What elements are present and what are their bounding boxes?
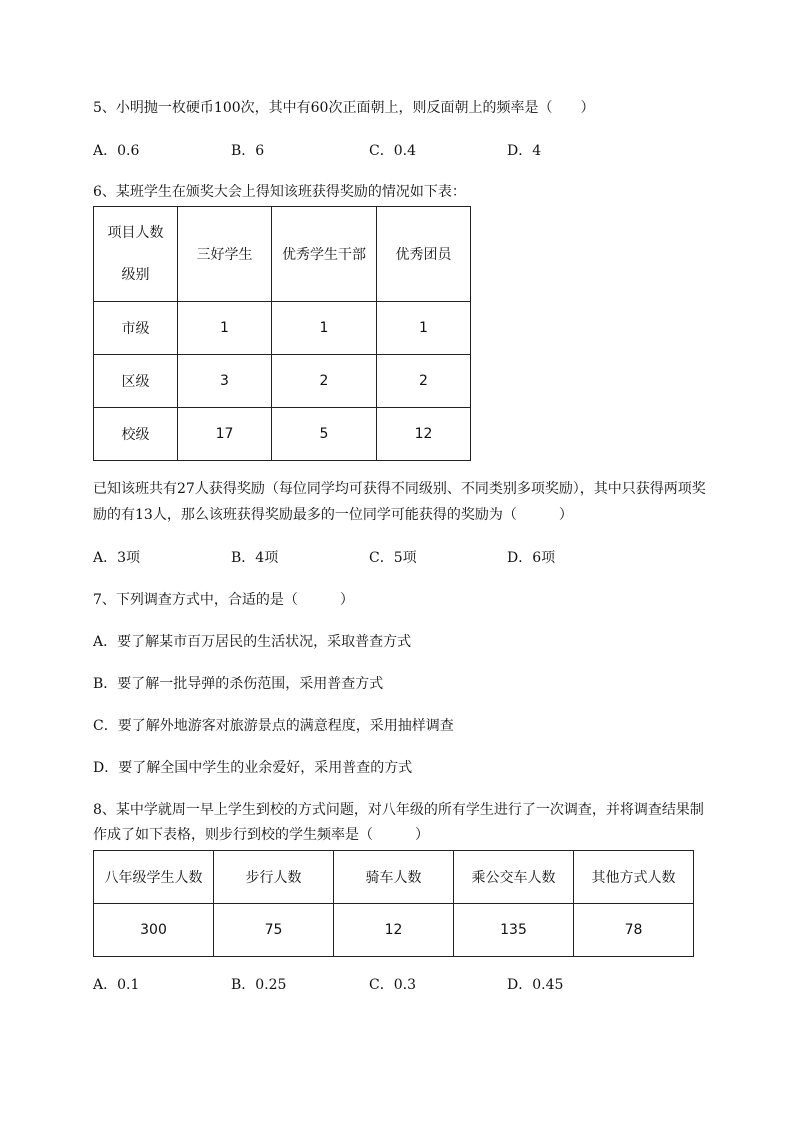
q8-value-cell: 135: [454, 904, 574, 957]
q8-stem-line2: 作成了如下表格，则步行到校的学生频率是（ ）: [93, 827, 429, 843]
q6-stem: 6、某班学生在颁奖大会上得知该班获得奖励的情况如下表：: [93, 184, 466, 200]
q7-stem: 7、下列调查方式中，合适的是（ ）: [93, 592, 354, 608]
q5-stem: 5、小明抛一枚硬币100次，其中有60次正面朝上，则反面朝上的频率是（ ）: [93, 100, 595, 116]
table-row: [94, 408, 471, 461]
q7-option-b: B．要了解一批导弹的杀伤范围，采用普查方式: [93, 676, 384, 692]
q6-option-d: D．6项: [507, 550, 556, 566]
table-row: [94, 355, 471, 408]
q8-option-c: C．0.3: [369, 977, 416, 993]
q6-cell: 17: [178, 408, 272, 461]
q6-row-label: 区级: [94, 355, 178, 408]
q8-value-cell: 300: [94, 904, 214, 957]
q5-option-b: B．6: [231, 143, 265, 159]
q6-cell: 12: [377, 408, 471, 461]
q6-corner-bottom: 级别: [121, 267, 150, 283]
q6-corner-cell: [94, 207, 178, 302]
q6-header-cell: 优秀团员: [377, 207, 471, 302]
q8-option-d: D．0.45: [507, 977, 564, 993]
q6-option-b: B．4项: [231, 550, 279, 566]
q5-option-d: D．4: [507, 143, 542, 159]
q6-cell: 5: [272, 408, 377, 461]
q8-value-cell: 75: [214, 904, 334, 957]
q6-option-a: A．3项: [93, 550, 141, 566]
q5-option-c: C．0.4: [369, 143, 416, 159]
q8-value-cell: 12: [334, 904, 454, 957]
q8-stem-line1: 8、某中学就周一早上学生到校的方式问题，对八年级的所有学生进行了一次调查，并将调查结果制: [93, 802, 704, 818]
q8-header-cell: 八年级学生人数: [94, 851, 214, 904]
q6-cell: 1: [272, 302, 377, 355]
q6-cell: 2: [272, 355, 377, 408]
q8-header-cell: 步行人数: [214, 851, 334, 904]
q8-option-b: B．0.25: [231, 977, 287, 993]
q7-option-c: C．要了解外地游客对旅游景点的满意程度，采用抽样调查: [93, 718, 454, 734]
q6-header-cell: 优秀学生干部: [272, 207, 377, 302]
q6-award-table: [93, 206, 471, 461]
q8-header-cell: 其他方式人数: [574, 851, 694, 904]
q5-option-a: A．0.6: [93, 143, 140, 159]
q8-header-cell: 骑车人数: [334, 851, 454, 904]
q8-header-cell: 乘公交车人数: [454, 851, 574, 904]
q6-text-line2: 励的有13人，那么该班获得奖励最多的一位同学可能获得的奖励为（ ）: [93, 507, 573, 523]
q6-option-c: C．5项: [369, 550, 417, 566]
q7-option-a: A．要了解某市百万居民的生活状况，采取普查方式: [93, 634, 412, 650]
q7-option-d: D．要了解全国中学生的业余爱好，采用普查的方式: [93, 760, 413, 776]
q6-text-line1: 已知该班共有27人获得奖励（每位同学均可获得不同级别、不同类别多项奖励），其中只获得两项奖: [93, 481, 706, 497]
q6-row-label: 校级: [94, 408, 178, 461]
q6-cell: 2: [377, 355, 471, 408]
q6-corner-top: 项目人数: [107, 225, 164, 241]
table-row: [94, 302, 471, 355]
q6-cell: 3: [178, 355, 272, 408]
q6-cell: 1: [178, 302, 272, 355]
table-row: [94, 904, 694, 957]
q6-cell: 1: [377, 302, 471, 355]
q6-header-cell: 三好学生: [178, 207, 272, 302]
q8-survey-table: [93, 850, 694, 957]
q8-option-a: A．0.1: [93, 977, 140, 993]
q6-row-label: 市级: [94, 302, 178, 355]
q8-value-cell: 78: [574, 904, 694, 957]
table-row: [94, 851, 694, 904]
